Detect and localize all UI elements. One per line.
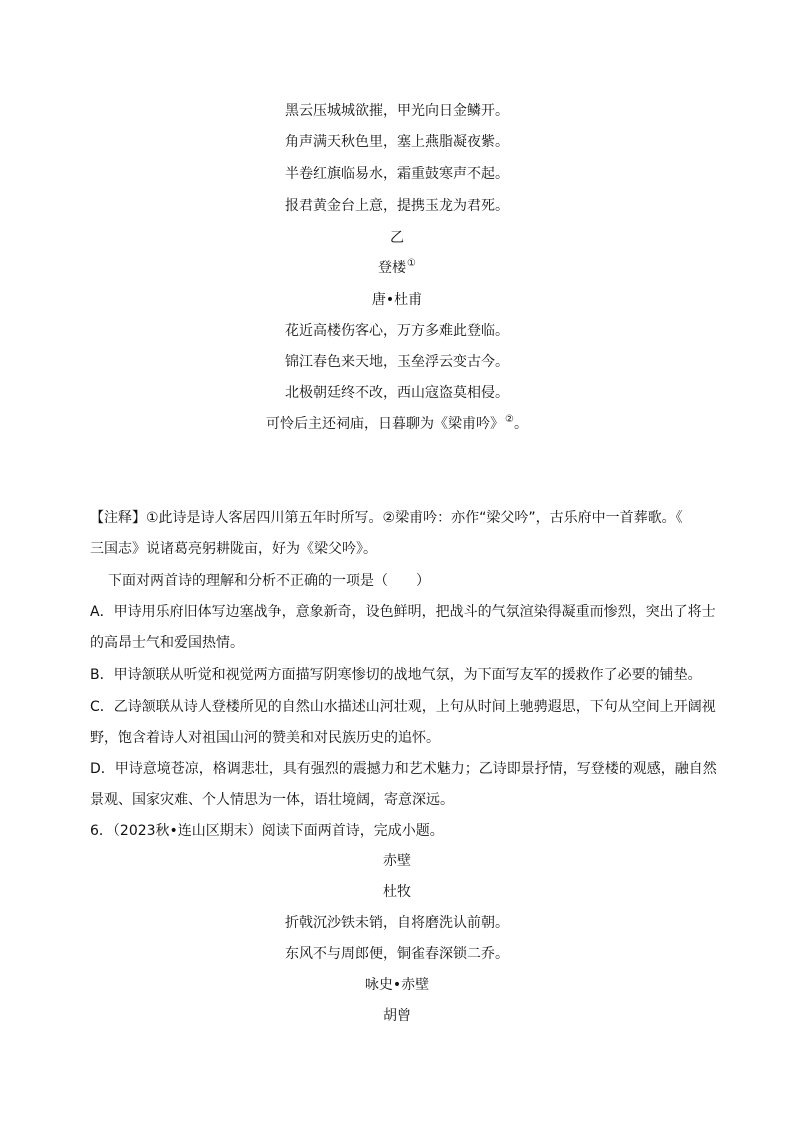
poem-yi-label: 乙	[390, 230, 404, 246]
notes-line-1: 【注释】①此诗是诗人客居四川第五年时所写。②梁甫吟：亦作“梁父吟”，古乐府中一首葬歌。《	[90, 510, 683, 526]
poem-jia-line-2: 角声满天秋色里，塞上燕脂凝夜紫。	[285, 134, 509, 150]
question6-stem: 6．（2023秋•连山区期末）阅读下面两首诗，完成小题。	[90, 823, 444, 839]
poem-yi-title: 登楼	[378, 260, 407, 276]
poem-yi-line-4-end: 。	[513, 416, 528, 432]
poem1-line-2: 东风不与周郎便，铜雀春深锁二乔。	[285, 946, 509, 962]
poem2-author: 胡曾	[383, 1008, 411, 1024]
option-a-line-2: 的高昂士气和爱国热情。	[90, 635, 244, 651]
option-b-line-1: B．甲诗颔联从听觉和视觉两方面描写阴寒惨切的战地气氛，为下面写友军的援救作了必要的铺垫。	[90, 667, 702, 683]
notes-line-2: 三国志》说诸葛亮躬耕陇亩，好为《梁父吟》。	[90, 541, 377, 557]
option-c-line-1: C．乙诗颔联从诗人登楼所见的自然山水描述山河壮观，上句从时间上驰骋遐思，下句从空间上开阔视	[90, 699, 716, 715]
option-d-line-1: D．甲诗意境苍凉，格调悲壮，具有强烈的震撼力和艺术魅力；乙诗即景抒情，写登楼的观感，融自然	[90, 761, 717, 777]
poem-yi-line-4	[0, 414, 794, 434]
poem-yi-title-note: ①	[407, 258, 416, 270]
poem-yi-title-line	[0, 258, 794, 278]
poem-jia-line-3: 半卷红旗临易水，霜重鼓寒声不起。	[285, 166, 509, 182]
option-d-line-2: 景观、国家灾难、个人情思为一体，语壮境阔，寄意深远。	[90, 792, 454, 808]
poem1-author: 杜牧	[383, 884, 411, 900]
poem-yi-line-1: 花近高楼伤客心，万方多难此登临。	[285, 323, 509, 339]
poem1-line-1: 折戟沉沙铁未销，自将磨洗认前朝。	[285, 915, 509, 931]
option-c-line-2: 野，饱含着诗人对祖国山河的赞美和对民族历史的追怀。	[90, 730, 440, 746]
poem-jia-line-1: 黑云压城城欲摧，甲光向日金鳞开。	[285, 103, 509, 119]
poem2-title: 咏史•赤壁	[364, 977, 430, 993]
poem-yi-line-4-text: 可怜后主还祠庙，日暮聊为《梁甫吟》	[266, 416, 505, 432]
poem-yi-line-3: 北极朝廷终不改，西山寇盗莫相侵。	[285, 385, 509, 401]
poem1-title: 赤壁	[383, 853, 411, 869]
poem-yi-line-2: 锦江春色来天地，玉垒浮云变古今。	[285, 354, 509, 370]
poem-yi-line-4-note: ②	[505, 414, 514, 426]
option-a-line-1: A．甲诗用乐府旧体写边塞战争，意象新奇，设色鲜明，把战斗的气氛渲染得凝重而惨烈，突出了将士	[90, 604, 716, 620]
question-stem: 下面对两首诗的理解和分析不正确的一项是（ ）	[108, 573, 430, 589]
poem-jia-line-4: 报君黄金台上意，提携玉龙为君死。	[285, 198, 509, 214]
poem-yi-author: 唐•杜甫	[371, 292, 423, 308]
